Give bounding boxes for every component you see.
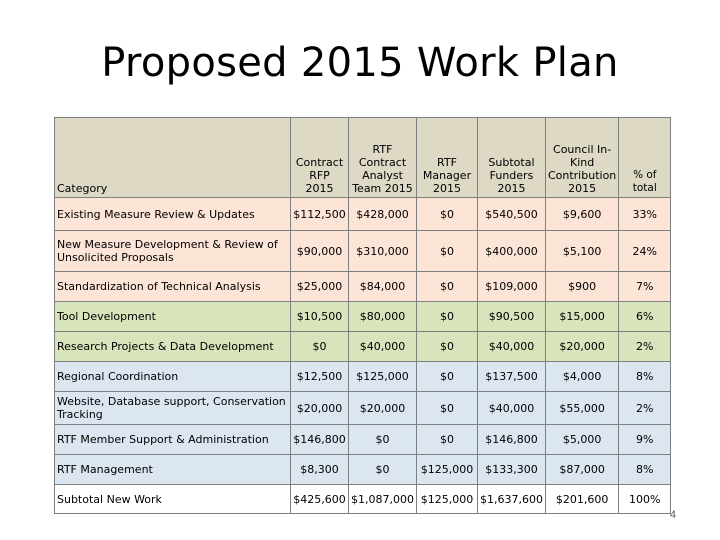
cell-council-in-kind: $5,100 (545, 231, 618, 272)
cell-subtotal: $40,000 (477, 392, 545, 425)
cell-contract-rfp: $146,800 (291, 425, 349, 455)
header-subtotal-funders: Subtotal Funders 2015 (477, 118, 545, 198)
cell-contract-rfp: $90,000 (291, 231, 349, 272)
cell-rtf-manager: $0 (416, 198, 477, 231)
cell-rtf-analyst: $80,000 (349, 302, 417, 332)
slide-title: Proposed 2015 Work Plan (101, 40, 619, 86)
cell-council-in-kind: $9,600 (545, 198, 618, 231)
table-row (55, 485, 671, 514)
cell-council-in-kind: $5,000 (545, 425, 618, 455)
cell-rtf-analyst: $125,000 (349, 362, 417, 392)
cell-rtf-manager: $125,000 (416, 485, 477, 514)
work-plan-table (54, 117, 671, 514)
cell-rtf-manager: $0 (416, 302, 477, 332)
cell-rtf-analyst: $20,000 (349, 392, 417, 425)
table-row (55, 272, 671, 302)
cell-subtotal: $540,500 (477, 198, 545, 231)
cell-subtotal: $400,000 (477, 231, 545, 272)
row-category: Existing Measure Review & Updates (55, 198, 291, 231)
cell-contract-rfp: $20,000 (291, 392, 349, 425)
cell-subtotal: $133,300 (477, 455, 545, 485)
cell-pct-total: 33% (619, 198, 671, 231)
row-category: Research Projects & Data Development (55, 332, 291, 362)
cell-subtotal: $137,500 (477, 362, 545, 392)
table-row (55, 455, 671, 485)
cell-pct-total: 6% (619, 302, 671, 332)
row-category: RTF Member Support & Administration (55, 425, 291, 455)
header-contract-rfp: Contract RFP 2015 (291, 118, 349, 198)
cell-rtf-manager: $0 (416, 332, 477, 362)
row-category: RTF Management (55, 455, 291, 485)
cell-pct-total: 8% (619, 362, 671, 392)
cell-council-in-kind: $900 (545, 272, 618, 302)
cell-council-in-kind: $55,000 (545, 392, 618, 425)
cell-subtotal: $90,500 (477, 302, 545, 332)
table-row (55, 392, 671, 425)
cell-rtf-analyst: $310,000 (349, 231, 417, 272)
cell-rtf-analyst: $428,000 (349, 198, 417, 231)
cell-council-in-kind: $4,000 (545, 362, 618, 392)
row-category: Regional Coordination (55, 362, 291, 392)
cell-rtf-manager: $0 (416, 392, 477, 425)
table-header-row (55, 118, 671, 198)
cell-rtf-analyst: $40,000 (349, 332, 417, 362)
cell-subtotal: $40,000 (477, 332, 545, 362)
cell-rtf-manager: $0 (416, 425, 477, 455)
cell-pct-total: 24% (619, 231, 671, 272)
cell-council-in-kind: $87,000 (545, 455, 618, 485)
table-row (55, 198, 671, 231)
row-category: Subtotal New Work (55, 485, 291, 514)
cell-rtf-analyst: $0 (349, 425, 417, 455)
cell-subtotal: $109,000 (477, 272, 545, 302)
row-category: Tool Development (55, 302, 291, 332)
row-category: New Measure Development & Review of Unsolicited Proposals (55, 231, 291, 272)
cell-rtf-analyst: $1,087,000 (349, 485, 417, 514)
header-category: Category (55, 118, 291, 198)
table-row (55, 231, 671, 272)
cell-pct-total: 2% (619, 332, 671, 362)
cell-contract-rfp: $425,600 (291, 485, 349, 514)
cell-council-in-kind: $15,000 (545, 302, 618, 332)
cell-contract-rfp: $8,300 (291, 455, 349, 485)
cell-rtf-manager: $125,000 (416, 455, 477, 485)
cell-contract-rfp: $0 (291, 332, 349, 362)
cell-pct-total: 9% (619, 425, 671, 455)
cell-rtf-manager: $0 (416, 362, 477, 392)
row-category: Website, Database support, Conservation Tracking (55, 392, 291, 425)
cell-rtf-manager: $0 (416, 272, 477, 302)
header-rtf-manager: RTF Manager 2015 (416, 118, 477, 198)
header-pct-total: % of total (619, 118, 671, 198)
cell-subtotal: $146,800 (477, 425, 545, 455)
table-row (55, 362, 671, 392)
cell-pct-total: 100% (619, 485, 671, 514)
header-rtf-contract-analyst: RTF Contract Analyst Team 2015 (349, 118, 417, 198)
cell-rtf-manager: $0 (416, 231, 477, 272)
cell-subtotal: $1,637,600 (477, 485, 545, 514)
cell-pct-total: 2% (619, 392, 671, 425)
cell-council-in-kind: $20,000 (545, 332, 618, 362)
cell-contract-rfp: $12,500 (291, 362, 349, 392)
cell-council-in-kind: $201,600 (545, 485, 618, 514)
cell-contract-rfp: $10,500 (291, 302, 349, 332)
cell-contract-rfp: $25,000 (291, 272, 349, 302)
cell-pct-total: 8% (619, 455, 671, 485)
cell-rtf-analyst: $0 (349, 455, 417, 485)
cell-contract-rfp: $112,500 (291, 198, 349, 231)
row-category: Standardization of Technical Analysis (55, 272, 291, 302)
cell-rtf-analyst: $84,000 (349, 272, 417, 302)
page-number: 4 (669, 509, 676, 521)
table-row (55, 302, 671, 332)
table-row (55, 332, 671, 362)
header-council-in-kind: Council In- Kind Contribution 2015 (545, 118, 618, 198)
table-row (55, 425, 671, 455)
cell-pct-total: 7% (619, 272, 671, 302)
